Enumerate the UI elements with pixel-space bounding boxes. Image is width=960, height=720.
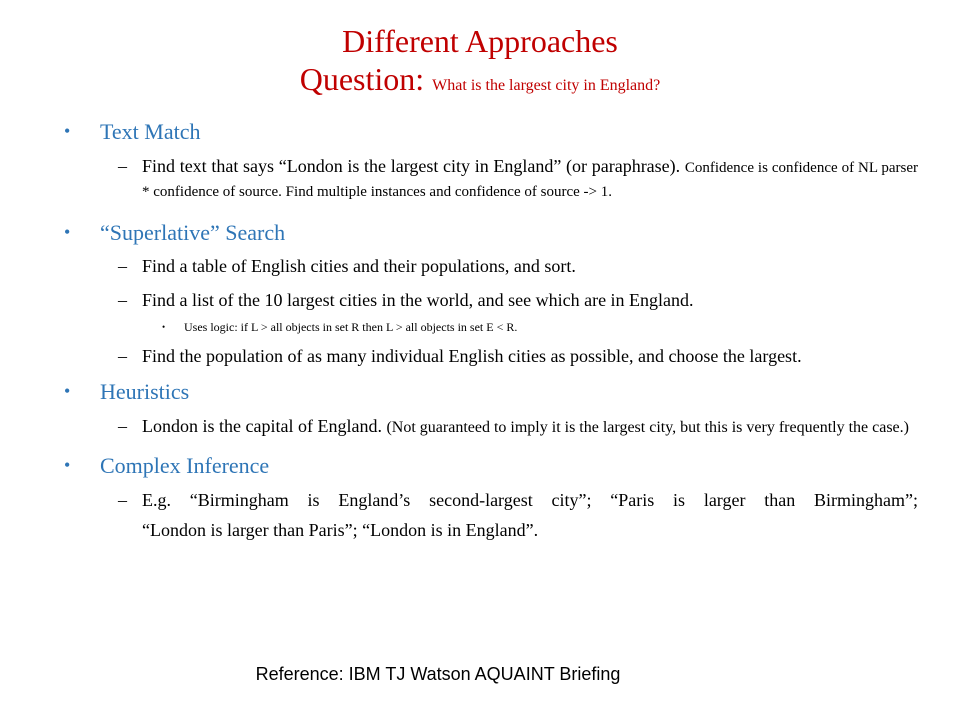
dash-icon: – [118,346,127,366]
subitem-superlative-2 [62,288,918,312]
text-match-detail: Confidence is confidence of NL parser * confidence of source. Find multiple instances and confidence of source -> 1. [142,160,919,200]
reference-note [0,664,960,685]
complex-line-1: E.g. “Birmingham is England’s second-largest city”; “Paris is larger than Birmingham”; [142,490,918,510]
title-question-text: What is the largest city in England? [432,77,661,94]
subsubitem-logic [62,319,918,335]
title-question-label: Question: [299,61,425,97]
subitem-text-match-1 [62,154,918,202]
bullet-superlative [62,219,918,246]
slide-body [62,118,918,542]
heading-heuristics: Heuristics [100,379,190,404]
heading-complex: Complex Inference [100,453,270,478]
dash-icon: – [118,290,127,310]
bullet-heuristics [62,378,918,405]
bullet-complex [62,452,918,479]
superlative-logic: Uses logic: if L > all objects in set R then L > all objects in set E < R. [184,320,518,334]
bullet-dot-icon: • [64,121,71,141]
superlative-item-2: Find a list of the 10 largest cities in the world, and see which are in England. [142,290,694,310]
bullet-dot-icon: • [64,222,71,242]
dash-icon: – [118,416,127,436]
dash-icon: – [118,156,127,176]
text-match-main: Find text that says “London is the largest city in England” (or paraphrase). [142,156,681,176]
slide-title [0,22,960,105]
superlative-item-3: Find the population of as many individual English cities as possible, and choose the largest. [142,346,802,366]
small-bullet-icon: • [162,322,166,332]
title-line-1: Different Approaches [342,23,618,59]
bullet-text-match [62,118,918,145]
dash-icon: – [118,256,127,276]
subitem-heuristics-1 [62,414,918,440]
heading-text-match: Text Match [100,119,201,144]
bullet-dot-icon: • [64,381,71,401]
dash-icon: – [118,490,127,510]
subitem-complex-1 [62,488,918,542]
superlative-item-1: Find a table of English cities and their populations, and sort. [142,256,576,276]
bullet-dot-icon: • [64,455,71,475]
heuristics-detail: (Not guaranteed to imply it is the largest city, but this is very frequently the case.) [386,419,909,436]
reference-text: Reference: IBM TJ Watson AQUAINT Briefing [255,664,621,684]
heuristics-main: London is the capital of England. [142,416,382,436]
subitem-superlative-3 [62,344,918,368]
complex-line-2: “London is larger than Paris”; “London is in England”. [142,520,539,540]
subitem-superlative-1 [62,254,918,278]
title-line-2 [0,60,960,105]
heading-superlative: “Superlative” Search [100,220,286,245]
